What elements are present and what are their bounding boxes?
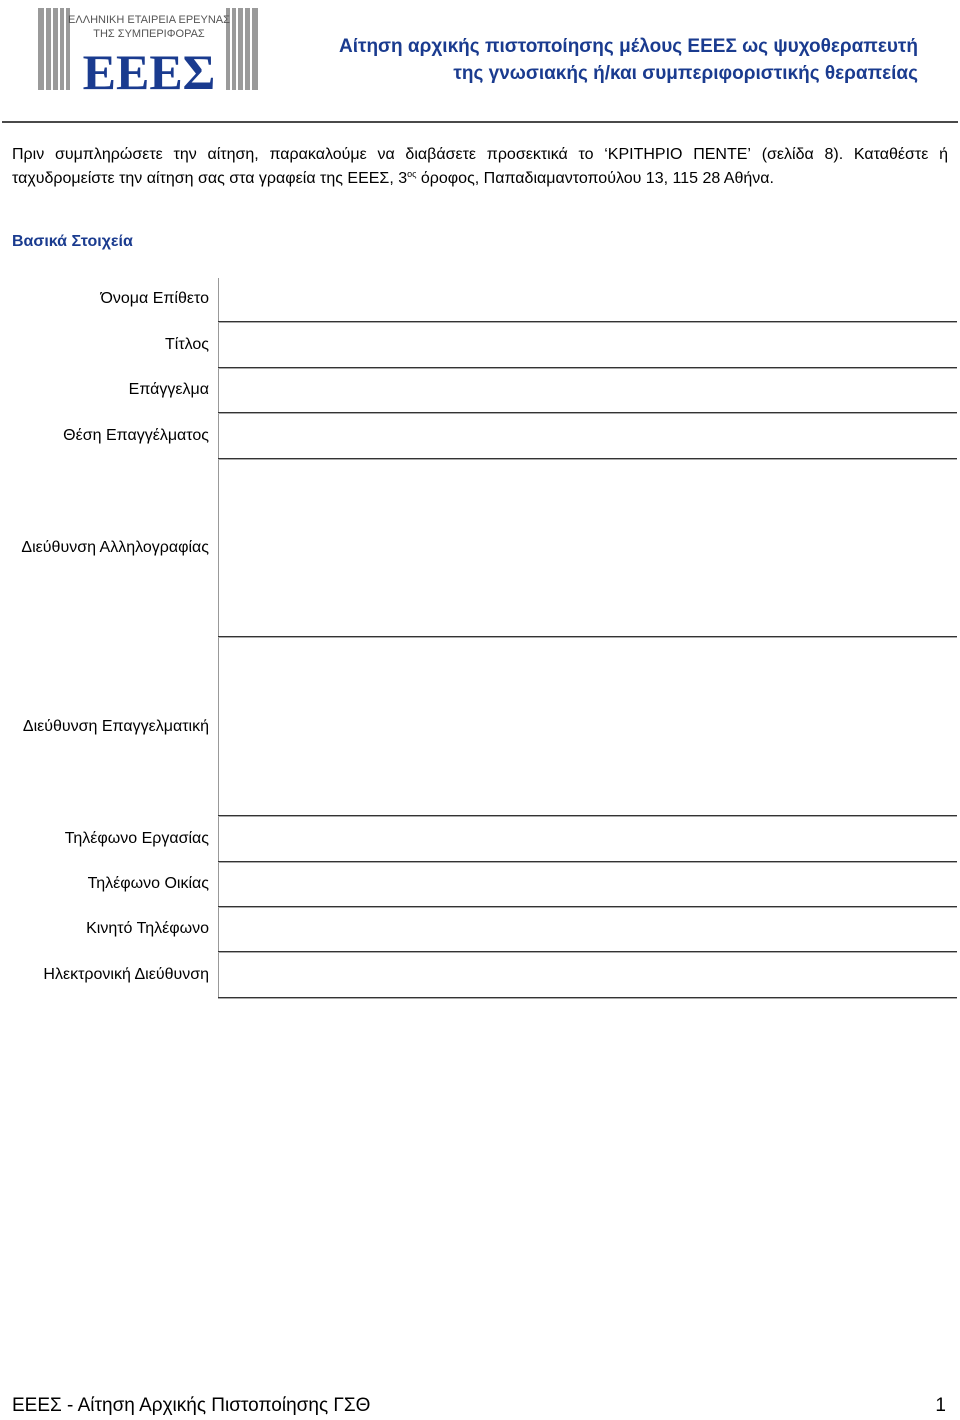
intro-line1 — [12, 143, 948, 167]
document-title-line1: Αίτηση αρχικής πιστοποίησης μέλους ΕΕΕΣ ως ψυχοθεραπευτή — [338, 36, 918, 57]
field-work-phone[interactable] — [218, 861, 957, 863]
label-profession: Επάγγελμα — [128, 381, 209, 398]
document-title — [298, 33, 918, 87]
label-job-position: Θέση Επαγγέλματος — [63, 427, 209, 444]
field-profession[interactable] — [218, 412, 957, 414]
field-mobile-phone[interactable] — [218, 951, 957, 953]
intro-word: παρακαλούμε — [269, 146, 367, 163]
floor-ordinal-suffix: ος — [407, 169, 417, 179]
label-work-phone: Τηλέφωνο Εργασίας — [64, 830, 209, 847]
field-email[interactable] — [218, 997, 957, 999]
logo-org-name-line2: ΤΗΣ ΣΥΜΠΕΡΙΦΟΡΑΣ — [93, 28, 205, 40]
form-left-border — [218, 278, 219, 998]
label-email: Ηλεκτρονική Διεύθυνση — [43, 966, 209, 983]
intro-line2-end: όροφος, Παπαδιαμαντοπούλου 13, 115 28 Αθήνα. — [416, 170, 774, 187]
intro-word: 8). — [824, 146, 844, 163]
field-mailing-address[interactable] — [218, 636, 957, 638]
column-left-icon — [38, 8, 70, 90]
label-mobile-phone: Κινητό Τηλέφωνο — [86, 920, 209, 937]
intro-word: ή — [939, 146, 948, 163]
intro-word: το — [578, 146, 594, 163]
intro-word: ΠΕΝΤΕ’ — [693, 146, 751, 163]
intro-word: ‘ΚΡΙΤΗΡΙΟ — [604, 146, 683, 163]
intro-word: προσεκτικά — [486, 146, 568, 163]
intro-word: Καταθέστε — [853, 146, 929, 163]
intro-line2 — [12, 167, 948, 191]
intro-word: να — [377, 146, 395, 163]
page-number: 1 — [935, 1395, 946, 1416]
label-mailing-address: Διεύθυνση Αλληλογραφίας — [21, 539, 209, 556]
label-title: Τίτλος — [164, 336, 209, 353]
intro-word: την — [173, 146, 197, 163]
document-title-line2: της γνωσιακής ή/και συμπεριφοριστικής θεραπείας — [453, 63, 918, 84]
intro-word: συμπληρώσετε — [54, 146, 163, 163]
page-footer — [12, 1395, 946, 1417]
org-logo — [38, 6, 258, 92]
intro-word: αίτηση, — [207, 146, 259, 163]
field-home-phone[interactable] — [218, 906, 957, 908]
intro-word: διαβάσετε — [405, 146, 477, 163]
intro-line2-start: ταχυδρομείστε την αίτηση σας στα γραφεία της ΕΕΕΣ, 3 — [12, 170, 408, 187]
intro-paragraph — [12, 143, 948, 191]
label-business-address: Διεύθυνση Επαγγελματική — [22, 718, 209, 735]
logo-org-name-line1: ΕΛΛΗΝΙΚΗ ΕΤΑΙΡΕΙΑ ΕΡΕΥΝΑΣ — [68, 14, 230, 26]
logo-acronym: ΕΕΕΣ — [82, 44, 216, 92]
column-right-icon — [226, 8, 258, 90]
field-job-position[interactable] — [218, 458, 957, 460]
intro-word: Πριν — [12, 146, 45, 163]
intro-word: (σελίδα — [761, 146, 814, 163]
footer-text: ΕΕΕΣ - Αίτηση Αρχικής Πιστοποίησης ΓΣΘ — [12, 1395, 371, 1416]
field-business-address[interactable] — [218, 815, 957, 817]
label-full-name: Όνομα Επίθετο — [100, 290, 209, 307]
section-heading: Βασικά Στοιχεία — [12, 233, 133, 250]
field-title[interactable] — [218, 367, 957, 369]
label-home-phone: Τηλέφωνο Οικίας — [87, 875, 209, 892]
header-divider — [2, 121, 958, 123]
field-full-name[interactable] — [218, 321, 957, 323]
